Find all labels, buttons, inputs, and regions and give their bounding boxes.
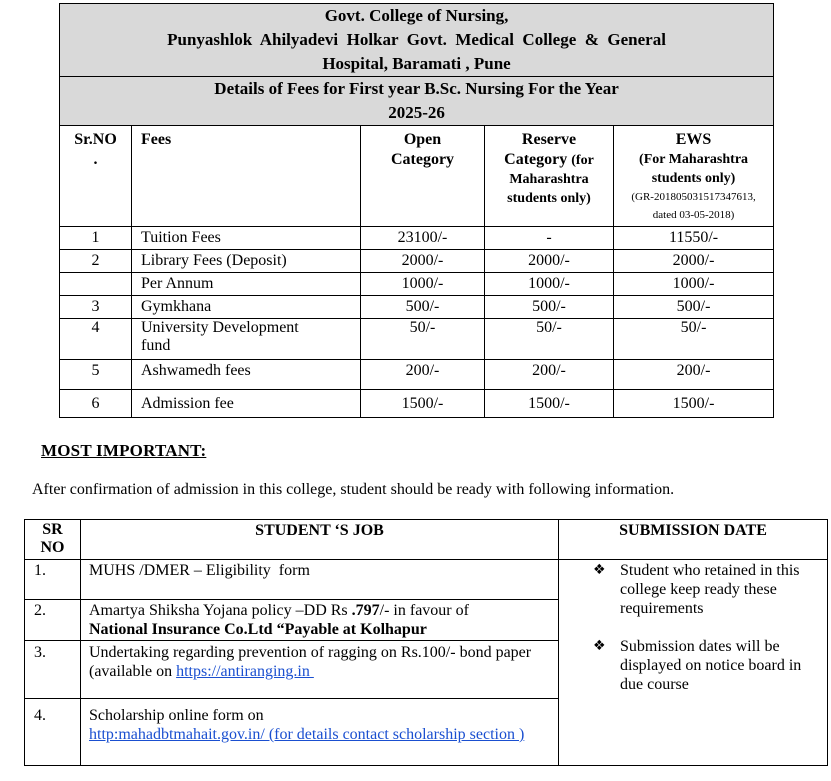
- sr-cell: 3: [60, 296, 132, 319]
- no-label: NO: [40, 539, 65, 556]
- job-amount: .797: [351, 602, 380, 619]
- ews-label-2: (For Maharashtra: [639, 152, 749, 167]
- ews-cell: 200/-: [614, 360, 774, 390]
- col-header-reserve: [485, 126, 614, 227]
- sr-cell: 1.: [25, 560, 81, 600]
- college-line: Punyashlok Ahilyadevi Holkar Govt. Medical College & General: [167, 30, 666, 49]
- open-cell: 1000/-: [361, 273, 485, 296]
- diamond-bullet-icon: ❖: [593, 562, 606, 578]
- sr-cell: 2.: [25, 600, 81, 641]
- fee-cell: Tuition Fees: [132, 227, 361, 250]
- job-cell: [81, 600, 559, 641]
- job-text: Amartya Shiksha Yojana policy –DD Rs: [89, 602, 352, 619]
- job-payee: National Insurance Co.Ltd “Payable at Kolhapur: [89, 621, 427, 638]
- col-header-ews: [614, 126, 774, 227]
- open-label-2: Category: [390, 151, 455, 168]
- reserve-cell: 2000/-: [485, 250, 614, 273]
- job-text: Undertaking regarding prevention of ragging on Rs.100/- bond paper (available on: [89, 644, 532, 680]
- col-header-sr: [25, 520, 81, 560]
- scholarship-link[interactable]: http:mahadbtmahait.gov.in/ (for details contact scholarship section ): [89, 726, 525, 743]
- reserve-label-4: Maharashtra: [509, 172, 589, 187]
- reserve-cell: 1500/-: [485, 390, 614, 418]
- college-title: [60, 4, 774, 77]
- fee-cell: Ashwamedh fees: [132, 360, 361, 390]
- table-row: [60, 250, 774, 273]
- sr-cell: 5: [60, 360, 132, 390]
- ews-label: EWS: [675, 131, 712, 148]
- fee-cell: Admission fee: [132, 390, 361, 418]
- table-row: [60, 360, 774, 390]
- details-line: Details of Fees for First year B.Sc. Nursing For the Year: [214, 79, 619, 98]
- fees-table: [59, 3, 774, 418]
- ews-cell: 500/-: [614, 296, 774, 319]
- ews-cell: 1500/-: [614, 390, 774, 418]
- table-row: [25, 560, 828, 600]
- reserve-cell: 200/-: [485, 360, 614, 390]
- diamond-bullet-icon: ❖: [593, 638, 606, 654]
- open-cell: 2000/-: [361, 250, 485, 273]
- reserve-cell: -: [485, 227, 614, 250]
- table-row: [60, 319, 774, 360]
- details-year: 2025-26: [388, 103, 445, 122]
- sr-cell: 4: [60, 319, 132, 360]
- reserve-cell: 500/-: [485, 296, 614, 319]
- open-cell: 200/-: [361, 360, 485, 390]
- open-label: Open: [403, 131, 442, 148]
- open-cell: 23100/-: [361, 227, 485, 250]
- ews-cell: 50/-: [614, 319, 774, 360]
- sr-cell: 2: [60, 250, 132, 273]
- reserve-label-5: students only): [507, 191, 591, 206]
- sr-cell: 1: [60, 227, 132, 250]
- jobs-table: [24, 519, 828, 766]
- sr-label: SR: [42, 521, 63, 538]
- open-cell: 500/-: [361, 296, 485, 319]
- col-header-date: SUBMISSION DATE: [559, 520, 828, 560]
- table-row: [60, 227, 774, 250]
- open-cell: 1500/-: [361, 390, 485, 418]
- fees-details-title: [60, 77, 774, 126]
- note-item: [593, 561, 827, 618]
- submission-date-cell: [559, 560, 828, 766]
- fee-line: fund: [141, 337, 171, 354]
- college-line: Hospital, Baramati , Pune: [322, 54, 511, 73]
- ews-gr-date: dated 03-05-2018): [652, 209, 735, 221]
- fee-cell: Per Annum: [132, 273, 361, 296]
- jobs-column-headers: [25, 520, 828, 560]
- sr-cell: 4.: [25, 699, 81, 766]
- fee-cell: Library Fees (Deposit): [132, 250, 361, 273]
- ews-cell: 2000/-: [614, 250, 774, 273]
- note-text: Submission dates will be displayed on notice board in due course: [620, 638, 802, 693]
- srno-dot: .: [93, 151, 98, 168]
- reserve-cell: 1000/-: [485, 273, 614, 296]
- note-text: Student who retained in this college keep ready these requirements: [620, 562, 800, 617]
- sr-cell: [60, 273, 132, 296]
- fees-column-headers: [60, 126, 774, 227]
- col-header-srno: [60, 126, 132, 227]
- sr-cell: 3.: [25, 641, 81, 699]
- col-header-open: [361, 126, 485, 227]
- ews-gr-number: (GR-201805031517347613,: [631, 191, 756, 203]
- college-line: Govt. College of Nursing,: [324, 6, 509, 25]
- fee-cell: [132, 319, 361, 360]
- job-text: /- in favour of: [379, 602, 469, 619]
- col-header-job: STUDENT ‘S JOB: [81, 520, 559, 560]
- antiragging-link[interactable]: https://antiranging.in: [176, 663, 314, 680]
- reserve-label-2: Category: [504, 151, 568, 168]
- fee-cell: Gymkhana: [132, 296, 361, 319]
- table-row: [60, 296, 774, 319]
- sr-cell: 6: [60, 390, 132, 418]
- job-cell: [81, 699, 559, 766]
- reserve-cell: 50/-: [485, 319, 614, 360]
- table-row: [60, 390, 774, 418]
- reserve-label: Reserve: [521, 131, 577, 148]
- col-header-fees: Fees: [132, 126, 361, 227]
- note-item: [593, 637, 827, 694]
- open-cell: 50/-: [361, 319, 485, 360]
- job-cell: MUHS /DMER – Eligibility form: [81, 560, 559, 600]
- reserve-label-3: (for: [571, 153, 594, 168]
- job-text: Scholarship online form on: [89, 707, 264, 724]
- fee-line: University Development: [141, 319, 299, 336]
- most-important-heading: MOST IMPORTANT:: [41, 441, 207, 460]
- job-cell: [81, 641, 559, 699]
- instruction-text: After confirmation of admission in this college, student should be ready with following information.: [32, 481, 675, 498]
- srno-label: Sr.NO: [74, 131, 117, 148]
- ews-label-3: students only): [651, 171, 736, 186]
- ews-cell: 11550/-: [614, 227, 774, 250]
- table-row: [60, 273, 774, 296]
- ews-cell: 1000/-: [614, 273, 774, 296]
